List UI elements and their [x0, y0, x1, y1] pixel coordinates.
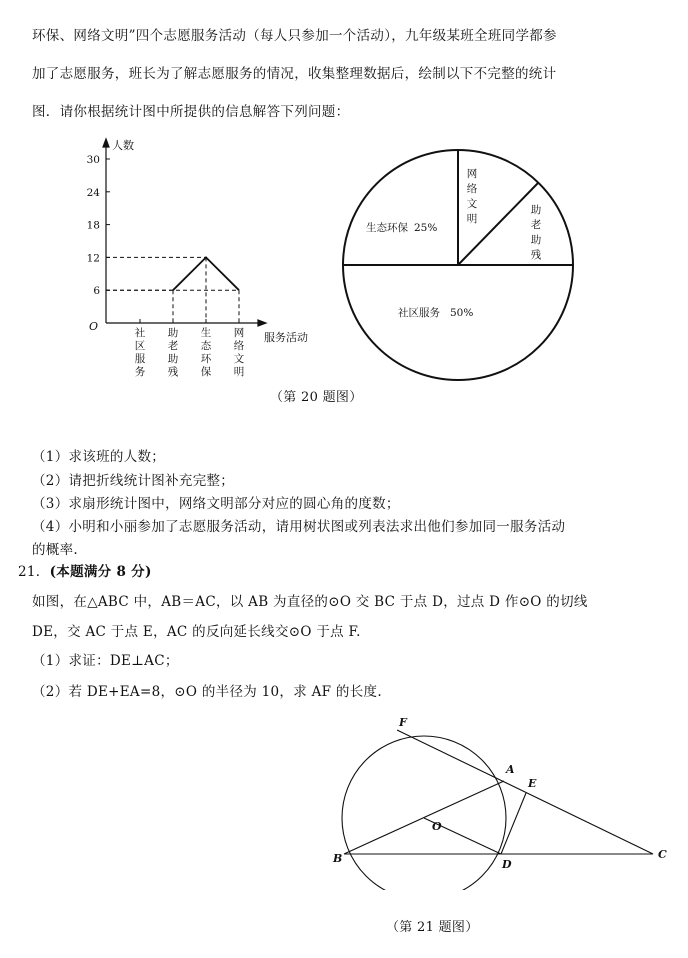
y-tick-label: 12	[86, 252, 100, 265]
y-axis-arrow	[103, 139, 109, 147]
q21-part2: （2）若 DE+EA=8，⊙O 的半径为 10，求 AF 的长度.	[32, 684, 382, 700]
segment-ba	[344, 781, 504, 854]
intro-line-3: 图．请你根据统计图中所提供的信息解答下列问题：	[32, 104, 350, 120]
svg-text:明: 明	[466, 213, 478, 225]
y-tick-label: 6	[93, 285, 100, 298]
svg-text:老: 老	[167, 340, 179, 352]
x-axis-label: 服务活动	[264, 331, 308, 344]
point-a: A	[506, 763, 515, 776]
circle-o	[342, 736, 506, 890]
q21-text-1: 如图，在△ABC 中，AB＝AC，以 AB 为直径的⊙O 交 BC 于点 D，过点 D 作⊙O 的切线	[32, 594, 588, 610]
point-f: F	[399, 716, 407, 729]
q20-part4-line2: 的概率.	[32, 542, 78, 558]
svg-text:助: 助	[167, 353, 179, 365]
pie-label-shequ: 社区服务 50%	[398, 307, 474, 319]
pie-chart	[340, 135, 580, 385]
point-o: O	[432, 820, 442, 833]
svg-text:助: 助	[530, 204, 542, 216]
y-axis-label: 人数	[112, 139, 134, 152]
svg-text:网: 网	[233, 327, 245, 339]
x-axis-arrow	[258, 320, 266, 326]
geometry-figure	[320, 710, 680, 890]
y-tick-label: 18	[86, 219, 100, 232]
q21-part1: （1）求证：DE⊥AC；	[32, 653, 179, 669]
svg-text:环: 环	[200, 353, 212, 365]
q21-text-2: DE，交 AC 于点 E，AC 的反向延长线交⊙O 于点 F.	[32, 624, 361, 640]
svg-text:文: 文	[466, 198, 478, 210]
y-tick-label: 24	[86, 186, 100, 199]
svg-text:态: 态	[200, 340, 212, 352]
q21-score: (本题满分 8 分)	[49, 564, 152, 580]
fig20-caption: （第 20 题图）	[270, 390, 363, 405]
x-category-label	[201, 326, 212, 378]
pie-label-vertical	[467, 168, 478, 225]
q20-part3: （3）求扇形统计图中，网络文明部分对应的圆心角的度数；	[32, 496, 400, 512]
point-e: E	[528, 777, 537, 790]
svg-text:网: 网	[466, 168, 478, 180]
pie-label-shengtai: 生态环保 25%	[366, 222, 438, 234]
point-d: D	[502, 858, 512, 871]
point-b: B	[333, 852, 343, 865]
svg-text:保: 保	[200, 366, 212, 378]
svg-text:老: 老	[530, 219, 542, 231]
q20-part4-line1: （4）小明和小丽参加了志愿服务活动，请用树状图或列表法求出他们参加同一服务活动	[32, 519, 566, 535]
svg-text:络: 络	[233, 340, 245, 352]
svg-text:助: 助	[167, 327, 179, 339]
svg-text:文: 文	[233, 353, 245, 365]
origin-label: O	[89, 320, 99, 333]
svg-text:助: 助	[530, 234, 542, 246]
x-category-label	[168, 326, 179, 378]
line-chart	[80, 135, 330, 385]
q21-heading	[18, 560, 152, 580]
y-tick-label: 30	[86, 154, 100, 166]
q20-part2: （2）请把折线统计图补充完整；	[32, 473, 235, 489]
point-c: C	[658, 848, 667, 861]
svg-text:区: 区	[134, 340, 146, 352]
x-category-label	[135, 326, 146, 378]
svg-text:社: 社	[134, 327, 146, 339]
q20-part1: （1）求该班的人数；	[32, 449, 166, 465]
svg-text:生: 生	[200, 327, 212, 339]
intro-line-2: 加了志愿服务，班长为了解志愿服务的情况，收集整理数据后，绘制以下不完整的统计	[32, 66, 557, 82]
svg-text:残: 残	[167, 366, 179, 378]
intro-line-1: 环保、网络文明”四个志愿服务活动（每人只参加一个活动），九年级某班全班同学都参	[32, 28, 557, 44]
svg-text:明: 明	[233, 366, 245, 378]
pie-label-vertical	[531, 203, 542, 261]
svg-text:络: 络	[466, 183, 478, 195]
svg-text:服: 服	[134, 353, 146, 365]
svg-text:残: 残	[530, 249, 542, 261]
fig21-caption: （第 21 题图）	[386, 920, 479, 935]
q21-number: 21．	[18, 564, 50, 580]
x-category-label	[234, 327, 245, 378]
segment-fc	[397, 730, 653, 854]
svg-text:务: 务	[134, 366, 146, 378]
